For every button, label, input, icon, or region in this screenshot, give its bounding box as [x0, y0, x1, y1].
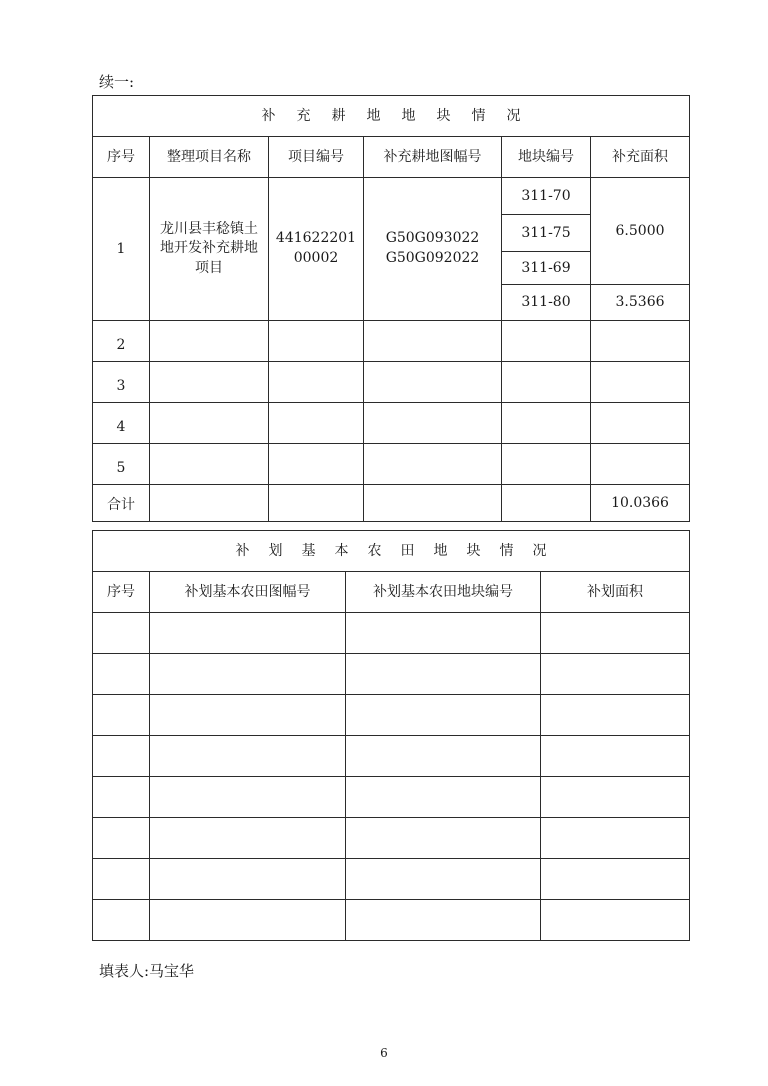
total-value: 10.0366 — [591, 485, 690, 522]
row-seq: 3 — [93, 362, 150, 403]
header-parcel-code: 地块编号 — [502, 137, 591, 178]
parcel-code: 311-75 — [502, 215, 591, 252]
table-row — [93, 654, 690, 695]
header-project-name: 整理项目名称 — [150, 137, 269, 178]
table-row — [93, 695, 690, 736]
form-filler: 填表人:马宝华 — [99, 962, 195, 980]
project-code-line: 00002 — [293, 250, 339, 266]
parcel-code: 311-69 — [502, 252, 591, 285]
table-row — [93, 403, 690, 444]
table-row — [93, 178, 690, 215]
continuation-label: 续一: — [99, 73, 135, 91]
map-sheet-line: G50G092022 — [385, 250, 480, 266]
table-row — [93, 321, 690, 362]
page-number: 6 — [380, 1046, 388, 1060]
table-row — [93, 900, 690, 941]
area-value: 3.5366 — [591, 285, 690, 321]
header-map-sheet: 补充耕地图幅号 — [364, 137, 502, 178]
header-area: 补充面积 — [591, 137, 690, 178]
header-seq: 序号 — [93, 137, 150, 178]
project-name-line: 龙川县丰稔镇土 — [160, 220, 258, 237]
table-row — [93, 736, 690, 777]
table-row — [93, 777, 690, 818]
row-seq: 2 — [93, 321, 150, 362]
table-row — [93, 818, 690, 859]
parcel-code: 311-80 — [502, 285, 591, 321]
header-parcel-code: 补划基本农田地块编号 — [346, 572, 541, 613]
row-seq: 5 — [93, 444, 150, 485]
row1-seq: 1 — [93, 178, 150, 321]
header-project-code: 项目编号 — [269, 137, 364, 178]
map-sheet-line: G50G093022 — [385, 230, 480, 247]
area-value: 6.5000 — [591, 178, 690, 285]
project-name-line: 项目 — [195, 259, 223, 276]
section2-header-row — [93, 572, 690, 613]
table-row — [93, 362, 690, 403]
parcel-code: 311-70 — [502, 178, 591, 215]
header-map-sheet: 补划基本农田图幅号 — [150, 572, 346, 613]
table-row — [93, 613, 690, 654]
section1-title: 补充耕地地块情况 — [93, 96, 690, 137]
project-name-line: 地开发补充耕地 — [160, 240, 258, 257]
row1-project-code — [269, 178, 364, 321]
basic-farmland-table — [92, 530, 690, 941]
row1-project-name — [150, 178, 269, 321]
total-label: 合计 — [93, 485, 150, 522]
table-row — [93, 859, 690, 900]
section2-title: 补划基本农田地块情况 — [93, 531, 690, 572]
header-seq: 序号 — [93, 572, 150, 613]
supplementary-farmland-table — [92, 95, 690, 522]
section1-header-row — [93, 137, 690, 178]
row1-map-sheets — [364, 178, 502, 321]
header-area: 补划面积 — [541, 572, 690, 613]
total-row — [93, 485, 690, 522]
table-row — [93, 444, 690, 485]
row-seq: 4 — [93, 403, 150, 444]
project-code-line: 441622201 — [275, 230, 357, 247]
